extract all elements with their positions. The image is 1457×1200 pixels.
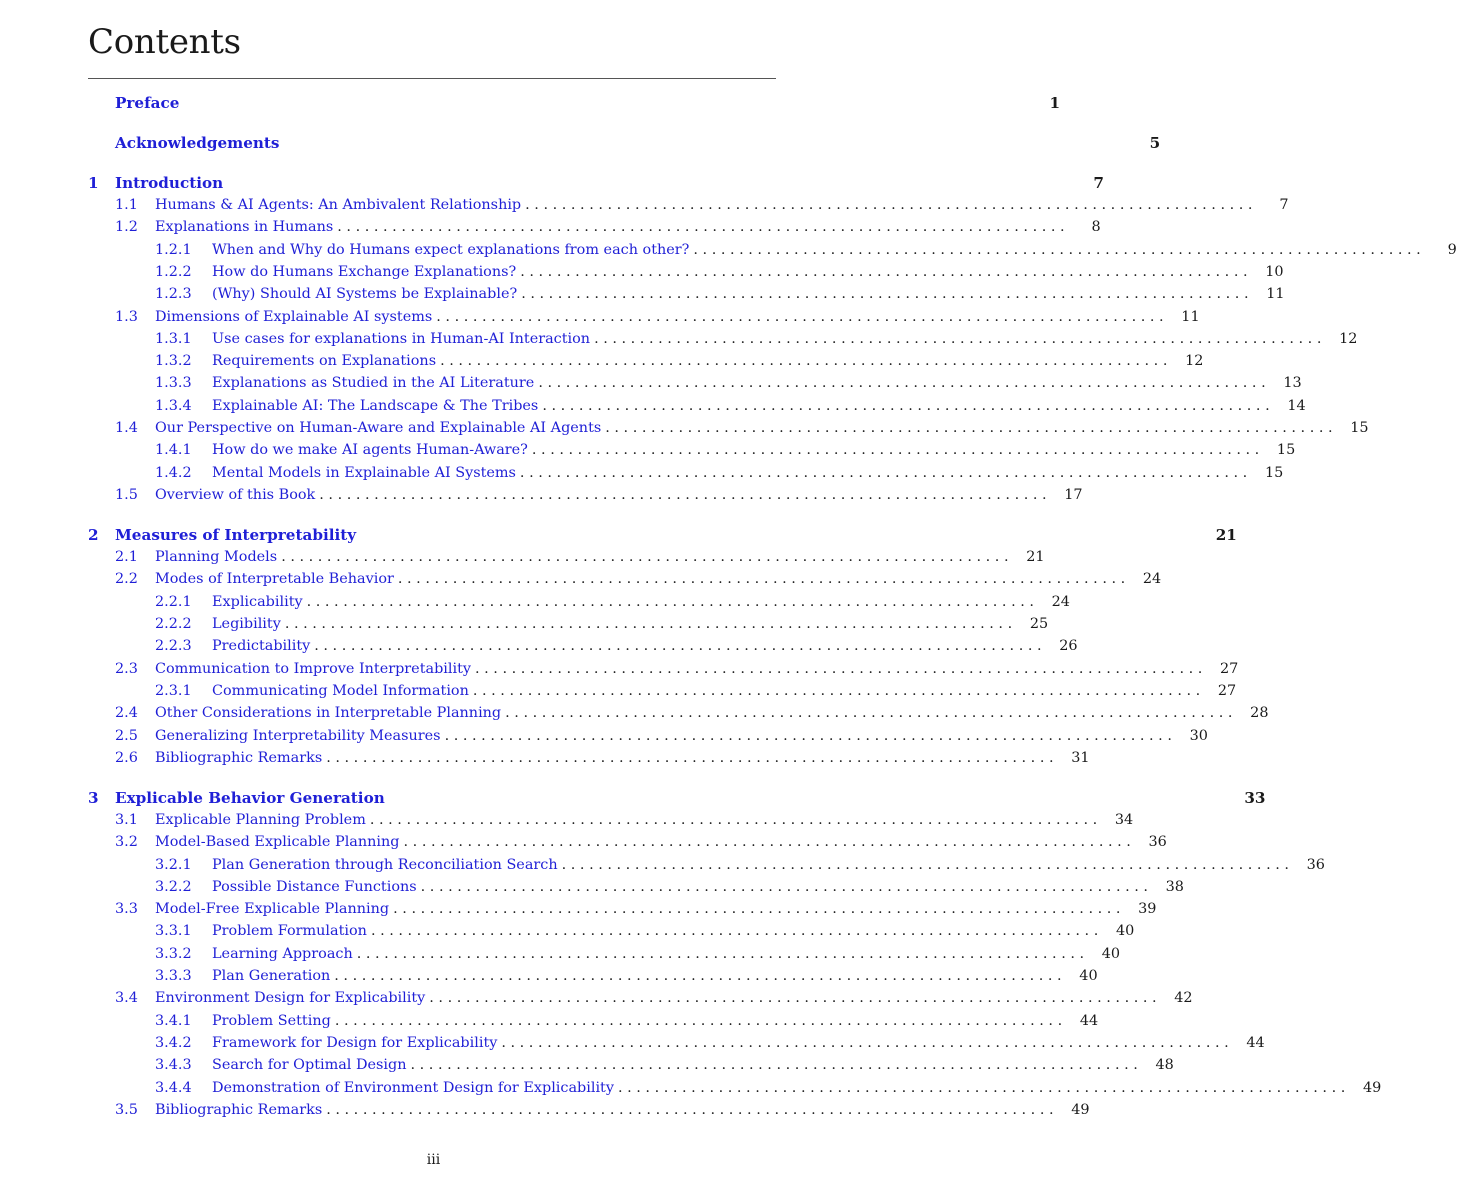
toc-entry-title[interactable]: Framework for Design for Explicability <box>212 1034 498 1051</box>
toc-entry-title[interactable]: Explicable Planning Problem <box>155 811 366 828</box>
dot-leader: . . . . . . . . . . . . . . . . . . . . . . . . . . . . . . . . . . . . . . . . . . . . . . . . . . . . . . . . . . . . . . . . . . . . . . . . . . . . . . . . <box>538 375 1266 392</box>
toc-entry-page[interactable]: 9 <box>1447 241 1457 258</box>
dot-leader: . . . . . . . . . . . . . . . . . . . . . . . . . . . . . . . . . . . . . . . . . . . . . . . . . . . . . . . . . . . . . . . . . . . . . . . . . . . . . . . . <box>605 420 1333 437</box>
dot-leader: . . . . . . . . . . . . . . . . . . . . . . . . . . . . . . . . . . . . . . . . . . . . . . . . . . . . . . . . . . . . . . . . . . . . . . . . . . . . . . . . <box>693 241 1421 258</box>
toc-spacer <box>88 114 776 132</box>
toc-entry-number[interactable]: 3.1 <box>115 811 138 828</box>
toc-entry-title[interactable]: Requirements on Explanations <box>212 353 437 370</box>
toc-entry-title[interactable]: Bibliographic Remarks <box>155 749 323 766</box>
toc-entry-number[interactable]: 3.4.3 <box>155 1057 192 1074</box>
toc-entry-section[interactable] <box>88 702 1269 724</box>
toc-entry-page[interactable]: 39 <box>1138 901 1157 918</box>
dot-leader: . . . . . . . . . . . . . . . . . . . . . . . . . . . . . . . . . . . . . . . . . . . . . . . . . . . . . . . . . . . . . . . . . . . . . . . . . . . . . . . . <box>561 856 1289 873</box>
dot-leader: . . . . . . . . . . . . . . . . . . . . . . . . . . . . . . . . . . . . . . . . . . . . . . . . . . . . . . . . . . . . . . . . . . . . . . . . . . . . . . . . <box>420 878 1148 895</box>
toc-entry-page[interactable]: 17 <box>1064 486 1083 503</box>
toc-entry-page[interactable]: 26 <box>1059 638 1078 655</box>
toc-entry-title[interactable]: Explicable Behavior Generation <box>115 788 385 807</box>
toc-entry-subsection[interactable] <box>88 261 1284 283</box>
toc-entry-subsection[interactable] <box>88 920 1135 942</box>
dot-leader: . . . . . . . . . . . . . . . . . . . . . . . . . . . . . . . . . . . . . . . . . . . . . . . . . . . . . . . . . . . . . . . . . . . . . . . . . . . . . . . . <box>403 834 1131 851</box>
toc-entry-title[interactable]: Plan Generation through Reconciliation Search <box>212 856 558 873</box>
dot-leader: . . . . . . . . . . . . . . . . . . . . . . . . . . . . . . . . . . . . . . . . . . . . . . . . . . . . . . . . . . . . . . . . . . . . . . . . . . . . . . . . <box>410 1057 1138 1074</box>
toc-entry-number[interactable]: 3.3.1 <box>155 923 192 940</box>
toc-entry-page[interactable]: 40 <box>1115 923 1135 940</box>
toc-entry-section[interactable] <box>88 484 1083 506</box>
toc-entry-title[interactable]: Measures of Interpretability <box>115 525 357 544</box>
toc-entry-page[interactable]: 12 <box>1339 330 1358 347</box>
dot-leader: . . . . . . . . . . . . . . . . . . . . . . . . . . . . . . . . . . . . . . . . . . . . . . . . . . . . . . . . . . . . . . . . . . . . . . . . . . . . . . . . <box>370 923 1099 940</box>
toc-entry-number[interactable]: 2.3.1 <box>155 682 192 699</box>
toc-entry-page[interactable]: 48 <box>1155 1057 1174 1074</box>
toc-entry-page[interactable]: 14 <box>1287 397 1306 414</box>
toc-entry-title[interactable]: Other Considerations in Interpretable Planning <box>155 705 502 722</box>
toc-entry-subsection[interactable] <box>88 1010 1099 1032</box>
dot-leader: . . . . . . . . . . . . . . . . . . . . . . . . . . . . . . . . . . . . . . . . . . . . . . . . . . . . . . . . . . . . . . . . . . . . . . . . . . . . . . . . <box>356 945 1085 962</box>
toc-entry-page[interactable]: 7 <box>1279 197 1289 214</box>
toc-entry-section[interactable] <box>88 809 1134 831</box>
toc-entry-number[interactable]: 2.2 <box>115 571 138 588</box>
toc-entry-page[interactable]: 40 <box>1079 968 1098 985</box>
dot-leader: . . . . . . . . . . . . . . . . . . . . . . . . . . . . . . . . . . . . . . . . . . . . . . . . . . . . . . . . . . . . . . . . . . . . . . . . . . . . . . . . <box>525 197 1253 214</box>
dot-leader: . . . . . . . . . . . . . . . . . . . . . . . . . . . . . . . . . . . . . . . . . . . . . . . . . . . . . . . . . . . . . . . . . . . . . . . . . . . . . . . . <box>334 1012 1063 1029</box>
toc-entry-page[interactable]: 31 <box>1071 749 1090 766</box>
toc-entry-section[interactable] <box>88 898 1157 920</box>
toc-entry-number[interactable]: 3 <box>88 788 99 807</box>
dot-leader: . . . . . . . . . . . . . . . . . . . . . . . . . . . . . . . . . . . . . . . . . . . . . . . . . . . . . . . . . . . . . . . . . . . . . . . . . . . . . . . . <box>319 486 1047 503</box>
dot-leader: . . . . . . . . . . . . . . . . . . . . . . . . . . . . . . . . . . . . . . . . . . . . . . . . . . . . . . . . . . . . . . . . . . . . . . . . . . . . . . . . <box>314 638 1042 655</box>
toc-entry-number[interactable]: 1.3.3 <box>155 375 192 392</box>
dot-leader: . . . . . . . . . . . . . . . . . . . . . . . . . . . . . . . . . . . . . . . . . . . . . . . . . . . . . . . . . . . . . . . . . . . . . . . . . . . . . . . . <box>306 593 1034 610</box>
toc-entry-number[interactable]: 1.4 <box>115 420 138 437</box>
toc-entry-subsection[interactable] <box>88 591 1070 613</box>
toc-entry-title[interactable]: Planning Models <box>155 549 278 566</box>
toc-entry-subsection[interactable] <box>88 854 1325 876</box>
toc-entry-page[interactable]: 27 <box>1220 660 1239 677</box>
toc-entry-page[interactable]: 15 <box>1276 442 1296 459</box>
dot-leader: . . . . . . . . . . . . . . . . . . . . . . . . . . . . . . . . . . . . . . . . . . . . . . . . . . . . . . . . . . . . . . . . . . . . . . . . . . . . . . . . <box>284 616 1013 633</box>
toc-entry-page[interactable]: 28 <box>1250 705 1269 722</box>
dot-leader: . . . . . . . . . . . . . . . . . . . . . . . . . . . . . . . . . . . . . . . . . . . . . . . . . . . . . . . . . . . . . . . . . . . . . . . . . . . . . . . . <box>337 219 1065 236</box>
dot-leader: . . . . . . . . . . . . . . . . . . . . . . . . . . . . . . . . . . . . . . . . . . . . . . . . . . . . . . . . . . . . . . . . . . . . . . . . . . . . . . . . <box>594 330 1322 347</box>
toc-entry-number[interactable]: 1.3.1 <box>155 330 192 347</box>
toc-entry-subsection[interactable] <box>88 965 1098 987</box>
toc-entry-section[interactable] <box>88 194 1289 216</box>
toc-entry-page[interactable]: 15 <box>1264 464 1284 481</box>
dot-leader: . . . . . . . . . . . . . . . . . . . . . . . . . . . . . . . . . . . . . . . . . . . . . . . . . . . . . . . . . . . . . . . . . . . . . . . . . . . . . . . . <box>505 705 1233 722</box>
toc-entry-section[interactable] <box>88 417 1369 439</box>
toc-entry-subsection[interactable] <box>88 943 1121 965</box>
toc-entry-section[interactable] <box>88 725 1208 747</box>
toc-entry-subsection[interactable] <box>88 635 1078 657</box>
toc-entry-number[interactable]: 3.3.2 <box>155 945 192 962</box>
toc-entry-number[interactable]: 2.6 <box>115 749 138 766</box>
dot-leader: . . . . . . . . . . . . . . . . . . . . . . . . . . . . . . . . . . . . . . . . . . . . . . . . . . . . . . . . . . . . . . . . . . . . . . . . . . . . . . . . <box>542 397 1270 414</box>
dot-leader: . . . . . . . . . . . . . . . . . . . . . . . . . . . . . . . . . . . . . . . . . . . . . . . . . . . . . . . . . . . . . . . . . . . . . . . . . . . . . . . . <box>472 682 1201 699</box>
toc-entry-page[interactable]: 1 <box>1049 94 1061 112</box>
toc-entry-title[interactable]: Problem Setting <box>212 1012 331 1029</box>
dot-leader: . . . . . . . . . . . . . . . . . . . . . . . . . . . . . . . . . . . . . . . . . . . . . . . . . . . . . . . . . . . . . . . . . . . . . . . . . . . . . . . . <box>475 660 1203 677</box>
toc-entry-title[interactable]: Mental Models in Explainable AI Systems <box>212 464 516 481</box>
toc-entry-title[interactable]: Communication to Improve Interpretability <box>155 660 471 677</box>
dot-leader: . . . . . . . . . . . . . . . . . . . . . . . . . . . . . . . . . . . . . . . . . . . . . . . . . . . . . . . . . . . . . . . . . . . . . . . . . . . . . . . . <box>326 1101 1054 1118</box>
toc-entry-title[interactable]: Legibility <box>212 616 281 633</box>
toc-entry-subsection[interactable] <box>88 283 1285 305</box>
toc-entry-title[interactable]: Introduction <box>115 173 224 192</box>
toc-entry-number[interactable]: 2.2.1 <box>155 593 192 610</box>
dot-leader: . . . . . . . . . . . . . . . . . . . . . . . . . . . . . . . . . . . . . . . . . . . . . . . . . . . . . . . . . . . . . . . . . . . . . . . . . . . . . . . . <box>334 968 1062 985</box>
toc-entry-page[interactable]: 25 <box>1029 616 1049 633</box>
dot-leader: . . . . . . . . . . . . . . . . . . . . . . . . . . . . . . . . . . . . . . . . . . . . . . . . . . . . . . . . . . . . . . . . . . . . . . . . . . . . . . . . <box>436 308 1164 325</box>
toc-entry-subsection[interactable] <box>88 1077 1382 1099</box>
toc-entry-number[interactable]: 2.3 <box>115 660 138 677</box>
dot-leader: . . . . . . . . . . . . . . . . . . . . . . . . . . . . . . . . . . . . . . . . . . . . . . . . . . . . . . . . . . . . . . . . . . . . . . . . . . . . . . . . <box>531 442 1260 459</box>
toc-entry-title[interactable]: Preface <box>115 94 180 112</box>
toc-entry-page[interactable]: 44 <box>1246 1034 1265 1051</box>
toc-entry-number[interactable]: 1 <box>88 173 99 192</box>
toc-entry-title[interactable]: Generalizing Interpretability Measures <box>155 727 441 744</box>
toc-entry-subsection[interactable] <box>88 239 1457 261</box>
title-divider <box>88 78 776 79</box>
toc-spacer <box>88 769 776 787</box>
toc-entry-number[interactable]: 2.4 <box>115 705 138 722</box>
toc-entry-section[interactable] <box>88 306 1200 328</box>
toc-entry-number[interactable]: 3.3.3 <box>155 968 192 985</box>
dot-leader: . . . . . . . . . . . . . . . . . . . . . . . . . . . . . . . . . . . . . . . . . . . . . . . . . . . . . . . . . . . . . . . . . . . . . . . . . . . . . . . . <box>617 1079 1346 1096</box>
toc-entry-title[interactable]: Modes of Interpretable Behavior <box>155 571 394 588</box>
toc-spacer <box>88 154 776 172</box>
dot-leader: . . . . . . . . . . . . . . . . . . . . . . . . . . . . . . . . . . . . . . . . . . . . . . . . . . . . . . . . . . . . . . . . . . . . . . . . . . . . . . . . <box>369 811 1098 828</box>
table-of-contents <box>88 92 1457 1121</box>
toc-entry-page[interactable]: 49 <box>1362 1079 1382 1096</box>
toc-entry-number[interactable]: 1.2.2 <box>155 263 192 280</box>
toc-entry-number[interactable]: 1.3 <box>115 308 138 325</box>
page-number-footer: iii <box>426 1152 441 1168</box>
toc-entry-title[interactable]: Problem Formulation <box>212 923 367 940</box>
toc-entry-page[interactable]: 42 <box>1174 990 1193 1007</box>
toc-entry-title[interactable]: Demonstration of Environment Design for Explicability <box>212 1079 614 1096</box>
toc-entry-title[interactable]: Bibliographic Remarks <box>155 1101 323 1118</box>
toc-entry-page[interactable]: 21 <box>1026 549 1045 566</box>
toc-entry-page[interactable]: 10 <box>1265 263 1284 280</box>
toc-entry-page[interactable]: 7 <box>1093 173 1104 192</box>
toc-entry-page[interactable]: 40 <box>1101 945 1121 962</box>
toc-entry-title[interactable]: Model-Based Explicable Planning <box>155 834 400 851</box>
toc-entry-title[interactable]: Possible Distance Functions <box>212 878 417 895</box>
toc-entry-page[interactable]: 27 <box>1217 682 1237 699</box>
toc-entry-page[interactable]: 8 <box>1091 219 1101 236</box>
dot-leader: . . . . . . . . . . . . . . . . . . . . . . . . . . . . . . . . . . . . . . . . . . . . . . . . . . . . . . . . . . . . . . . . . . . . . . . . . . . . . . . . <box>519 464 1248 481</box>
toc-entry-number[interactable]: 3.4.4 <box>155 1079 192 1096</box>
toc-entry-section[interactable] <box>88 546 1045 568</box>
toc-entry-title[interactable]: (Why) Should AI Systems be Explainable? <box>212 286 518 303</box>
toc-entry-page[interactable]: 44 <box>1079 1012 1099 1029</box>
toc-entry-page[interactable]: 33 <box>1244 788 1266 807</box>
toc-entry-chapter[interactable] <box>88 172 1104 194</box>
toc-entry-section[interactable] <box>88 568 1162 590</box>
toc-entry-title[interactable]: How do Humans Exchange Explanations? <box>212 263 517 280</box>
toc-entry-page[interactable]: 15 <box>1350 420 1369 437</box>
toc-entry-number[interactable]: 1.3.4 <box>155 397 192 414</box>
toc-entry-section[interactable] <box>88 987 1193 1009</box>
toc-entry-number[interactable]: 1.2.1 <box>155 241 192 258</box>
dot-leader: . . . . . . . . . . . . . . . . . . . . . . . . . . . . . . . . . . . . . . . . . . . . . . . . . . . . . . . . . . . . . . . . . . . . . . . . . . . . . . . . <box>429 990 1157 1007</box>
toc-entry-title[interactable]: Explainable AI: The Landscape & The Tribes <box>212 397 539 414</box>
toc-entry-page[interactable]: 11 <box>1181 308 1200 325</box>
toc-entry-title[interactable]: When and Why do Humans expect explanations from each other? <box>212 241 690 258</box>
toc-entry-page[interactable]: 24 <box>1142 571 1162 588</box>
toc-entry-title[interactable]: Explicability <box>212 593 303 610</box>
toc-entry-page[interactable]: 21 <box>1215 525 1237 544</box>
toc-entry-front[interactable] <box>88 132 1161 154</box>
toc-entry-chapter[interactable] <box>88 787 1266 809</box>
toc-entry-section[interactable] <box>88 831 1167 853</box>
page-title: Contents <box>88 22 241 62</box>
toc-entry-title[interactable]: Environment Design for Explicability <box>155 990 426 1007</box>
toc-entry-number[interactable]: 2.2.2 <box>155 616 192 633</box>
toc-entry-title[interactable]: Learning Approach <box>212 945 353 962</box>
toc-spacer <box>88 506 776 524</box>
toc-entry-chapter[interactable] <box>88 524 1237 546</box>
toc-entry-number[interactable]: 1.3.2 <box>155 353 192 370</box>
toc-entry-title[interactable]: Overview of this Book <box>155 486 316 503</box>
toc-entry-number[interactable]: 3.4.2 <box>155 1034 192 1051</box>
toc-entry-subsection[interactable] <box>88 1054 1174 1076</box>
dot-leader: . . . . . . . . . . . . . . . . . . . . . . . . . . . . . . . . . . . . . . . . . . . . . . . . . . . . . . . . . . . . . . . . . . . . . . . . . . . . . . . . <box>520 263 1248 280</box>
dot-leader: . . . . . . . . . . . . . . . . . . . . . . . . . . . . . . . . . . . . . . . . . . . . . . . . . . . . . . . . . . . . . . . . . . . . . . . . . . . . . . . . <box>440 353 1168 370</box>
toc-entry-title[interactable]: Model-Free Explicable Planning <box>155 901 390 918</box>
toc-entry-section[interactable] <box>88 747 1090 769</box>
toc-entry-section[interactable] <box>88 216 1101 238</box>
toc-entry-title[interactable]: Communicating Model Information <box>212 682 469 699</box>
toc-entry-number[interactable]: 1.5 <box>115 486 138 503</box>
toc-entry-number[interactable]: 2.1 <box>115 549 138 566</box>
toc-entry-subsection[interactable] <box>88 876 1184 898</box>
dot-leader: . . . . . . . . . . . . . . . . . . . . . . . . . . . . . . . . . . . . . . . . . . . . . . . . . . . . . . . . . . . . . . . . . . . . . . . . . . . . . . . . <box>393 901 1121 918</box>
toc-entry-number[interactable]: 3.4 <box>115 990 138 1007</box>
toc-entry-subsection[interactable] <box>88 613 1049 635</box>
toc-entry-page[interactable]: 36 <box>1148 834 1167 851</box>
toc-entry-number[interactable]: 1.4.2 <box>155 464 192 481</box>
toc-entry-page[interactable]: 13 <box>1283 375 1302 392</box>
toc-entry-title[interactable]: How do we make AI agents Human-Aware? <box>212 442 528 459</box>
toc-entry-number[interactable]: 3.2.2 <box>155 878 192 895</box>
toc-entry-front[interactable] <box>88 92 1061 114</box>
toc-entry-page[interactable]: 38 <box>1165 878 1184 895</box>
toc-entry-section[interactable] <box>88 658 1239 680</box>
dot-leader: . . . . . . . . . . . . . . . . . . . . . . . . . . . . . . . . . . . . . . . . . . . . . . . . . . . . . . . . . . . . . . . . . . . . . . . . . . . . . . . . <box>521 286 1249 303</box>
toc-entry-title[interactable]: Predictability <box>212 638 311 655</box>
toc-entry-subsection[interactable] <box>88 680 1237 702</box>
dot-leader: . . . . . . . . . . . . . . . . . . . . . . . . . . . . . . . . . . . . . . . . . . . . . . . . . . . . . . . . . . . . . . . . . . . . . . . . . . . . . . . . <box>326 749 1054 766</box>
toc-entry-title[interactable]: Use cases for explanations in Human-AI Interaction <box>212 330 591 347</box>
toc-entry-page[interactable]: 24 <box>1051 593 1070 610</box>
dot-leader: . . . . . . . . . . . . . . . . . . . . . . . . . . . . . . . . . . . . . . . . . . . . . . . . . . . . . . . . . . . . . . . . . . . . . . . . . . . . . . . . <box>444 727 1172 744</box>
toc-entry-subsection[interactable] <box>88 439 1296 461</box>
toc-entry-number[interactable]: 3.3 <box>115 901 138 918</box>
toc-entry-page[interactable]: 49 <box>1071 1101 1090 1118</box>
dot-leader: . . . . . . . . . . . . . . . . . . . . . . . . . . . . . . . . . . . . . . . . . . . . . . . . . . . . . . . . . . . . . . . . . . . . . . . . . . . . . . . . <box>501 1034 1229 1051</box>
dot-leader: . . . . . . . . . . . . . . . . . . . . . . . . . . . . . . . . . . . . . . . . . . . . . . . . . . . . . . . . . . . . . . . . . . . . . . . . . . . . . . . . <box>397 571 1126 588</box>
toc-entry-title[interactable]: Plan Generation <box>212 968 331 985</box>
toc-entry-subsection[interactable] <box>88 1032 1265 1054</box>
toc-entry-title[interactable]: Acknowledgements <box>115 133 280 152</box>
toc-entry-title[interactable]: Dimensions of Explainable AI systems <box>155 308 433 325</box>
toc-entry-number[interactable]: 3.2.1 <box>155 856 192 873</box>
toc-entry-title[interactable]: Our Perspective on Human-Aware and Explainable AI Agents <box>155 420 602 437</box>
toc-entry-number[interactable]: 1.4.1 <box>155 442 192 459</box>
dot-leader: . . . . . . . . . . . . . . . . . . . . . . . . . . . . . . . . . . . . . . . . . . . . . . . . . . . . . . . . . . . . . . . . . . . . . . . . . . . . . . . . <box>281 549 1009 566</box>
toc-entry-page[interactable]: 36 <box>1306 856 1325 873</box>
toc-entry-number[interactable]: 3.4.1 <box>155 1012 192 1029</box>
toc-entry-subsection[interactable] <box>88 395 1306 417</box>
toc-entry-title[interactable]: Humans & AI Agents: An Ambivalent Relationship <box>155 197 522 214</box>
toc-entry-title[interactable]: Explanations in Humans <box>155 219 334 236</box>
toc-entry-page[interactable]: 5 <box>1149 133 1161 152</box>
toc-entry-number[interactable]: 3.2 <box>115 834 138 851</box>
toc-entry-title[interactable]: Explanations as Studied in the AI Literature <box>212 375 535 392</box>
toc-entry-number[interactable]: 2.5 <box>115 727 138 744</box>
toc-entry-page[interactable]: 34 <box>1114 811 1134 828</box>
toc-entry-title[interactable]: Search for Optimal Design <box>212 1057 407 1074</box>
toc-entry-number[interactable]: 3.5 <box>115 1101 138 1118</box>
toc-entry-section[interactable] <box>88 1099 1090 1121</box>
toc-entry-page[interactable]: 12 <box>1185 353 1204 370</box>
toc-entry-subsection[interactable] <box>88 350 1204 372</box>
toc-entry-number[interactable]: 2.2.3 <box>155 638 192 655</box>
toc-entry-number[interactable]: 1.1 <box>115 197 138 214</box>
toc-entry-number[interactable]: 1.2 <box>115 219 138 236</box>
toc-entry-number[interactable]: 2 <box>88 525 99 544</box>
toc-entry-page[interactable]: 11 <box>1266 286 1285 303</box>
toc-entry-subsection[interactable] <box>88 372 1302 394</box>
toc-entry-subsection[interactable] <box>88 462 1284 484</box>
toc-entry-number[interactable]: 1.2.3 <box>155 286 192 303</box>
toc-entry-page[interactable]: 30 <box>1189 727 1208 744</box>
toc-entry-subsection[interactable] <box>88 328 1358 350</box>
